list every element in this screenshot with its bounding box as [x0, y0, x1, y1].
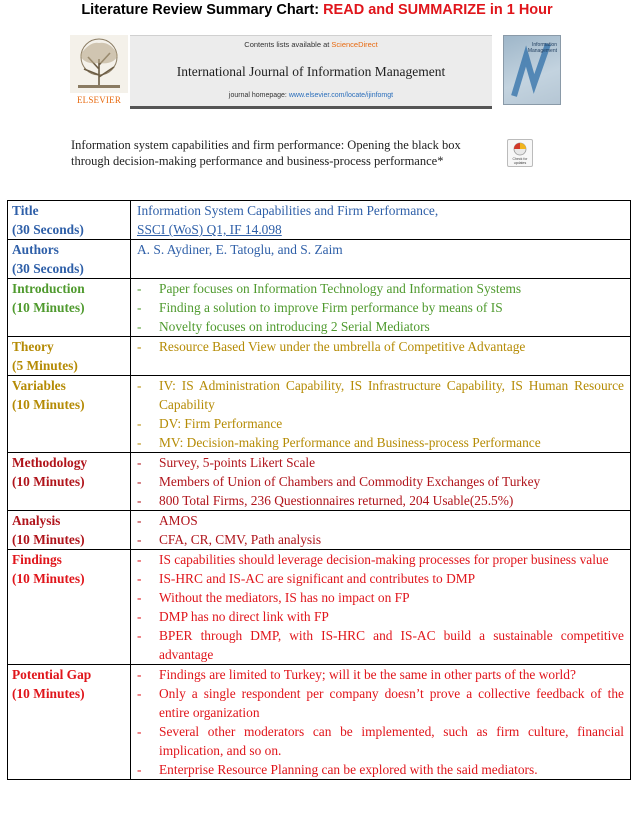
bullet-item: - IS-HRC and IS-AC are significant and contributes to DMP: [137, 569, 624, 588]
row-label: Methodology: [12, 455, 88, 470]
table-row: [8, 279, 631, 337]
row-time: (10 Minutes): [12, 571, 85, 586]
bullet-list: [137, 337, 624, 356]
row-label: Analysis: [12, 513, 61, 528]
row-time: (5 Minutes): [12, 358, 78, 373]
elsevier-logo: [70, 35, 128, 105]
table-row: [8, 550, 631, 665]
bullet-list: [137, 511, 624, 549]
row-text-line: SSCI (WoS) Q1, IF 14.098: [137, 222, 282, 237]
row-time: (10 Minutes): [12, 397, 85, 412]
row-text-line: A. S. Aydiner, E. Tatoglu, and S. Zaim: [137, 242, 343, 257]
bullet-list: [137, 665, 624, 779]
journal-band: [130, 35, 492, 109]
row-content-cell: [131, 376, 631, 453]
page-title-prefix: Literature Review Summary Chart:: [81, 2, 324, 18]
row-content-cell: [131, 240, 631, 279]
row-label-cell: [8, 240, 131, 279]
publisher-name: ELSEVIER: [76, 95, 122, 105]
table-row: [8, 665, 631, 780]
bullet-item: - 800 Total Firms, 236 Questionnaires returned, 204 Usable(25.5%): [137, 491, 624, 510]
homepage-url[interactable]: www.elsevier.com/locate/ijinfomgt: [288, 92, 394, 99]
row-time: (30 Seconds): [12, 222, 84, 237]
row-label: Variables: [12, 378, 66, 393]
homepage-prefix: journal homepage:: [228, 92, 289, 99]
row-label: Introduction: [12, 281, 85, 296]
journal-cover: [503, 35, 561, 105]
table-row: [8, 201, 631, 240]
bullet-item: - Paper focuses on Information Technology and Information Systems: [137, 279, 624, 298]
bullet-item: - DMP has no direct link with FP: [137, 607, 624, 626]
table-row: [8, 511, 631, 550]
row-text-line: Information System Capabilities and Firm Performance,: [137, 203, 439, 218]
contents-line: [130, 40, 492, 49]
row-content-cell: [131, 279, 631, 337]
row-content-cell: [131, 550, 631, 665]
row-content-cell: [131, 337, 631, 376]
row-content-cell: [131, 665, 631, 780]
bullet-list: [137, 550, 624, 664]
row-label-cell: [8, 550, 131, 665]
row-label-cell: [8, 337, 131, 376]
bullet-item: - CFA, CR, CMV, Path analysis: [137, 530, 624, 549]
journal-name: International Journal of Information Management: [176, 64, 446, 79]
contents-prefix: Contents lists available at: [244, 40, 332, 49]
bullet-item: - BPER through DMP, with IS-HRC and IS-AC build a sustainable competitive advantage: [137, 626, 624, 664]
table-row: [8, 376, 631, 453]
sciencedirect-link[interactable]: ScienceDirect: [331, 40, 378, 49]
summary-table: [7, 200, 631, 780]
row-label: Title: [12, 203, 39, 218]
bullet-item: - Resource Based View under the umbrella of Competitive Advantage: [137, 337, 624, 356]
check-for-updates-badge[interactable]: [507, 139, 533, 167]
bullet-item: - Findings are limited to Turkey; will it be the same in other parts of the world?: [137, 665, 624, 684]
row-label-cell: [8, 665, 131, 780]
bullet-list: [137, 376, 624, 452]
bullet-list: [137, 279, 624, 336]
table-row: [8, 453, 631, 511]
bullet-item: - AMOS: [137, 511, 624, 530]
page-title-highlight: READ and SUMMARIZE in 1 Hour: [323, 2, 553, 18]
bullet-item: - IS capabilities should leverage decision-making processes for proper business value: [137, 550, 624, 569]
bullet-item: - Finding a solution to improve Firm performance by means of IS: [137, 298, 624, 317]
table-row: [8, 337, 631, 376]
row-content-cell: [131, 453, 631, 511]
row-label: Theory: [12, 339, 54, 354]
bullet-item: - DV: Firm Performance: [137, 414, 624, 433]
journal-homepage: [130, 92, 492, 99]
bullet-item: - Novelty focuses on introducing 2 Serial Mediators: [137, 317, 624, 336]
bullet-item: - Members of Union of Chambers and Commodity Exchanges of Turkey: [137, 472, 624, 491]
row-label: Authors: [12, 242, 59, 257]
row-time: (30 Seconds): [12, 261, 84, 276]
row-time: (10 Minutes): [12, 532, 85, 547]
row-label-cell: [8, 201, 131, 240]
row-time: (10 Minutes): [12, 300, 85, 315]
bullet-item: - IV: IS Administration Capability, IS Infrastructure Capability, IS Human Resource Capability: [137, 376, 624, 414]
page-title: [0, 2, 634, 18]
check-updates-icon: [508, 140, 532, 158]
row-label-cell: [8, 376, 131, 453]
elsevier-tree-icon: [70, 35, 128, 93]
bullet-list: [137, 453, 624, 510]
article-title: Information system capabilities and firm performance: Opening the black box through decision-making performance and business-process performance*: [71, 138, 461, 168]
row-label: Findings: [12, 552, 62, 567]
row-content-cell: [131, 511, 631, 550]
row-label: Potential Gap: [12, 667, 92, 682]
bullet-item: - Survey, 5-points Likert Scale: [137, 453, 624, 472]
row-label-cell: [8, 279, 131, 337]
row-label-cell: [8, 511, 131, 550]
bullet-item: - MV: Decision-making Performance and Business-process Performance: [137, 433, 624, 452]
bullet-item: - Without the mediators, IS has no impact on FP: [137, 588, 624, 607]
bullet-item: - Several other moderators can be implemented, such as firm culture, financial implication, and so on.: [137, 722, 624, 760]
row-label-cell: [8, 453, 131, 511]
cover-title: Information Management: [527, 42, 557, 54]
bullet-item: - Enterprise Resource Planning can be explored with the said mediators.: [137, 760, 624, 779]
table-row: [8, 240, 631, 279]
check-updates-label: Check for updates: [512, 157, 528, 165]
row-time: (10 Minutes): [12, 474, 85, 489]
row-time: (10 Minutes): [12, 686, 85, 701]
journal-header: [70, 35, 560, 105]
bullet-item: - Only a single respondent per company doesn’t prove a collective feedback of the entire organization: [137, 684, 624, 722]
row-content-cell: [131, 201, 631, 240]
